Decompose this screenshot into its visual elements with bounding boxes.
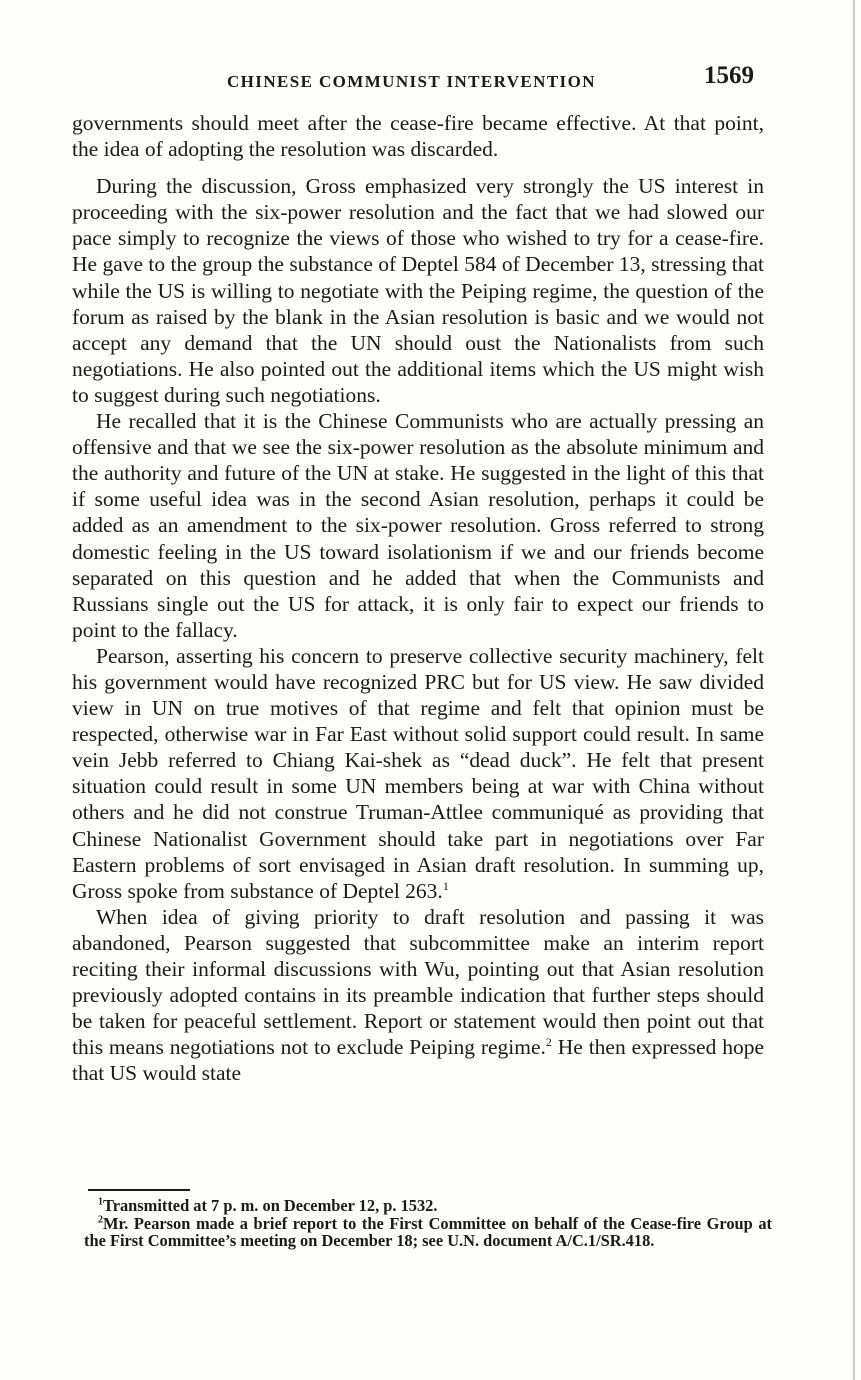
footnote-2 [84,1215,772,1250]
footnote-1-marker: 1 [98,1196,103,1208]
footnote-1 [84,1197,772,1215]
paragraph-recalled: He recalled that it is the Chinese Communists who are actually pressing an offensive and that we see the six-power resolution as the absolute minimum and the authority and future of the UN at stake. He suggested in the light of this that if some useful idea was in the second Asian resolution, perhaps it could be added as an amendment to the six-power resolution. Gross referred to strong domestic feeling in the US toward isolationism if we and our friends become separated on this question and he added that when the Communists and Russians single out the US for attack, it is only fair to expect our friends to point to the fallacy. [72,409,764,642]
footnote-ref-1: 1 [442,878,449,893]
paragraph-pearson-text: Pearson, asserting his concern to preserve collective security machinery, felt his government would have recognized PRC but for US view. He saw divided view in UN on true motives of that regime and felt that opinion must be respected, otherwise war in Far East without solid support could result. In same vein Jebb referred to Chiang Kai-shek as “dead duck”. He felt that present situation could result in some UN members being at war with China without others and he did not construe Truman-Attlee communiqué as providing that Chinese Nationalist Government should take part in negotiations over Far Eastern problems of sort envisaged in Asian draft resolution. In summing up, Gross spoke from substance of Deptel 263. [72,643,764,903]
paragraph-continued: governments should meet after the cease-fire became effective. At that point, the idea of adopting the resolution was discarded. [72,111,764,162]
body-text [72,110,764,1086]
paragraph-gross-discussion: During the discussion, Gross emphasized very strongly the US interest in proceeding with the six-power resolution and the fact that we had slowed our pace simply to recognize the views of those who wished to try for a cease-fire. He gave to the group the substance of Deptel 584 of December 13, stressing that while the US is willing to negotiate with the Peiping regime, the question of the forum as raised by the blank in the Asian resolution is basic and we would not accept any demand that the UN should oust the Nationalists from such negotiations. He also pointed out the additional items which the US might wish to suggest during such negotiations. [72,174,764,407]
footnotes [84,1197,772,1250]
footnote-1-text: Transmitted at 7 p. m. on December 12, p. 1532. [103,1196,438,1215]
footnote-ref-2: 2 [545,1035,552,1050]
paragraph-priority [72,904,764,1087]
footnote-2-text: Mr. Pearson made a brief report to the First Committee on behalf of the Cease-fire Group at the First Committee’s meeting on December 18; see U.N. document A/C.1/SR.418. [84,1213,772,1251]
paragraph-priority-continued: He then expressed hope that US would state [72,1035,764,1086]
running-title: CHINESE COMMUNIST INTERVENTION [227,72,596,91]
paragraph-priority-text: When idea of giving priority to draft resolution and passing it was abandoned, Pearson suggested that subcommittee make an interim report reciting their informal discussions with Wu, pointing out that Asian resolution previously adopted contains in its preamble indication that further steps should be taken for peaceful settlement. Report or statement would then point out that this means negotiations not to exclude Peiping regime. [72,904,764,1060]
page-edge-line [853,0,855,1380]
footnote-divider [88,1189,190,1191]
page-number: 1569 [704,62,754,89]
page-header [72,62,762,98]
footnote-2-marker: 2 [98,1214,103,1226]
paragraph-pearson [72,643,764,904]
